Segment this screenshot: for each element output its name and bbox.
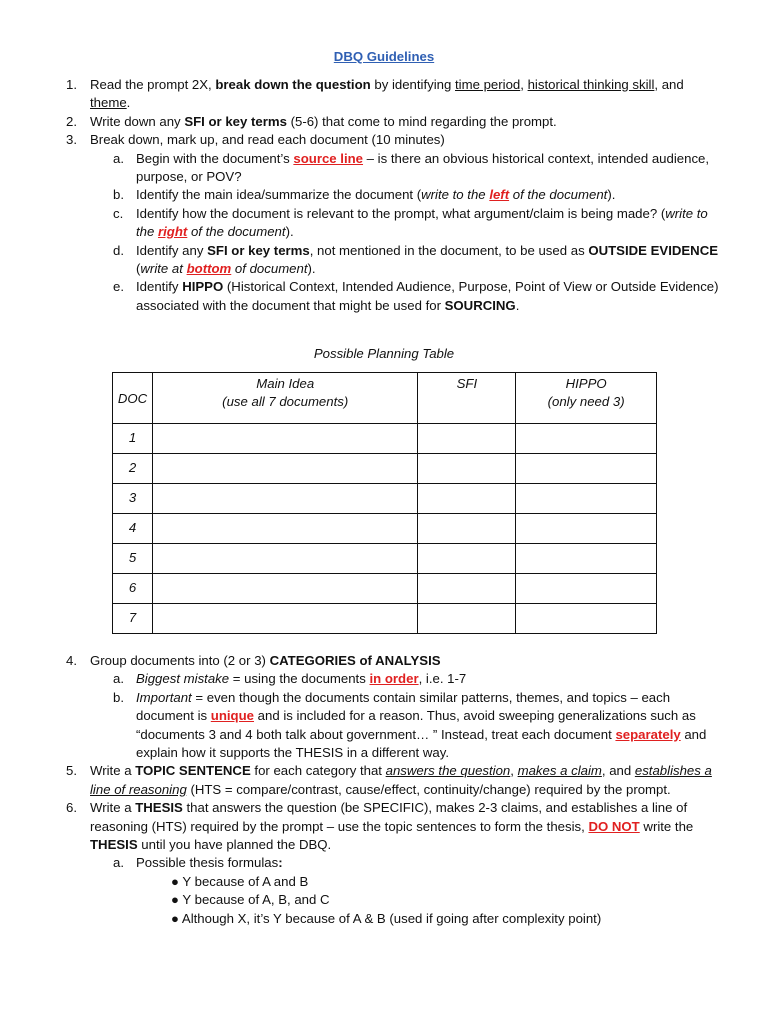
sfi-cell[interactable] [418,484,516,514]
hippo-cell[interactable] [516,454,657,484]
main-idea-cell[interactable] [152,544,417,574]
hippo-cell[interactable] [516,604,657,634]
list-item-4a: a. Biggest mistake = using the documents in order, i.e. 1-7 [113,671,467,687]
header-main-idea: Main Idea (use all 7 documents) [152,373,417,424]
hippo-cell[interactable] [516,424,657,454]
list-item-3: 3. Break down, mark up, and read each document (10 minutes) [66,132,445,148]
list-item-6: 6. Write a THESIS that answers the question (be SPECIFIC), makes 2-3 claims, and establishes a line of reasoning (HTS) required by the prompt – use the topic sentences to form the thesis, DO NOT write the THESIS until you have planned the DBQ. [66,800,694,853]
main-idea-cell[interactable] [152,424,417,454]
table-row: 1 [113,424,657,454]
list-item-2: 2. Write down any SFI or key terms (5-6) that come to mind regarding the prompt. [66,113,557,129]
list-item-5: 5. Write a TOPIC SENTENCE for each category that answers the question, makes a claim, and establishes a line of reasoning (HTS = compare/contrast, cause/effect, continuity/change) required by the prompt. [66,763,712,797]
table-caption: Possible Planning Table [313,346,455,361]
sfi-cell[interactable] [418,454,516,484]
main-idea-cell[interactable] [152,454,417,484]
hippo-cell[interactable] [516,574,657,604]
sfi-cell[interactable] [418,574,516,604]
header-sfi: SFI [418,373,516,424]
list-item-1: 1. Read the prompt 2X, break down the question by identifying time period, historical thinking skill, and theme. [66,77,684,111]
table-row: 7 [113,604,657,634]
list-item-3c: c. Identify how the document is relevant to the prompt, what argument/claim is being made? (write to the right of the document). [113,205,708,240]
thesis-formula-2: ● Y because of A, B, and C [171,892,330,908]
list-item-4: 4. Group documents into (2 or 3) CATEGORIES of ANALYSIS [66,653,441,668]
list-item-3e: e. Identify HIPPO (Historical Context, Intended Audience, Purpose, Point of View or Outside Evidence) associated with the document that might be used for SOURCING. [113,279,719,313]
header-hippo: HIPPO (only need 3) [516,373,657,424]
thesis-formula-3: ● Although X, it’s Y because of A & B (used if going after complexity point) [171,910,602,926]
hippo-cell[interactable] [516,484,657,514]
guidelines-list-bottom [0,652,768,928]
main-idea-cell[interactable] [152,514,417,544]
list-item-4b: b. Important = even though the documents contain similar patterns, themes, and topics – each document is unique and is included for a reason. Thus, avoid sweeping generalizations such as “documents 3 and 4 both talk about government… ” Instead, treat each document separately and explain how it supports the THESIS in a different way. [113,689,707,761]
list-item-6a: a. Possible thesis formulas: [113,855,283,871]
main-idea-cell[interactable] [152,574,417,604]
list-item-3b: b. Identify the main idea/summarize the document (write to the left of the document). [113,187,616,203]
list-item-3d: d. Identify any SFI or key terms, not mentioned in the document, to be used as OUTSIDE EVIDENCE (write at bottom of document). [113,242,719,277]
table-header-row [113,373,657,424]
sfi-cell[interactable] [418,424,516,454]
list-item-3a: a. Begin with the document’s source line – is there an obvious historical context, intended audience, purpose, or POV? [113,150,710,185]
guidelines-list-top [0,76,768,315]
main-idea-cell[interactable] [152,484,417,514]
table-row: 3 [113,484,657,514]
header-doc: DOC [113,373,153,424]
table-row: 6 [113,574,657,604]
sfi-cell[interactable] [418,514,516,544]
table-row: 5 [113,544,657,574]
hippo-cell[interactable] [516,514,657,544]
page-title: DBQ Guidelines [333,49,435,64]
main-idea-cell[interactable] [152,604,417,634]
hippo-cell[interactable] [516,544,657,574]
planning-table [112,372,657,634]
sfi-cell[interactable] [418,544,516,574]
table-row: 2 [113,454,657,484]
thesis-formula-1: ● Y because of A and B [171,873,309,889]
table-row: 4 [113,514,657,544]
sfi-cell[interactable] [418,604,516,634]
